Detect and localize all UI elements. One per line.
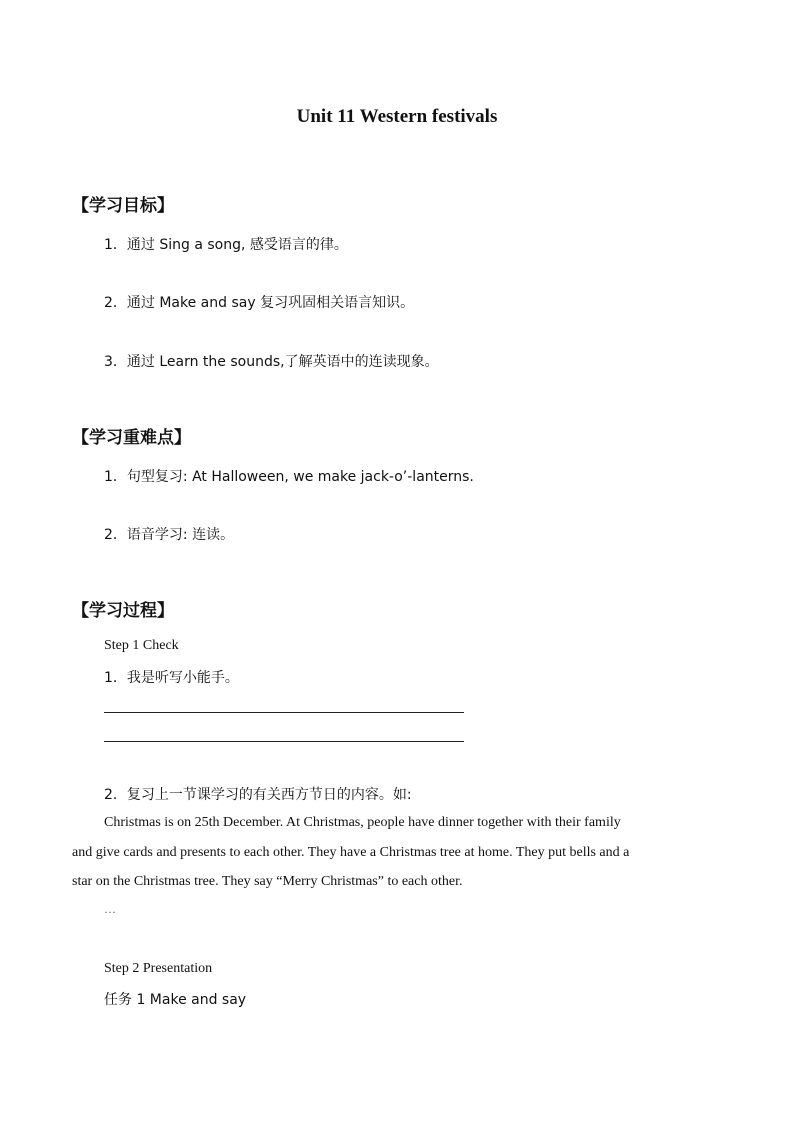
goal-item-3: 3．通过 Learn the sounds,了解英语中的连读现象。 <box>104 354 439 370</box>
step-1-label: Step 1 Check <box>104 638 179 653</box>
answer-line-2 <box>104 741 464 742</box>
section-heading-key-points: 【学习重难点】 <box>72 428 191 448</box>
paragraph-line-3: star on the Christmas tree. They say “Merry Christmas” to each other. <box>72 874 463 889</box>
key-point-item-1: 1．句型复习: At Halloween, we make jack-o’-lanterns. <box>104 469 474 485</box>
paragraph-line-2: and give cards and presents to each other. They have a Christmas tree at home. They put bells and a <box>72 845 630 860</box>
task-dictation: 1．我是听写小能手。 <box>104 670 239 686</box>
paragraph-line-1: Christmas is on 25th December. At Christmas, people have dinner together with their family <box>104 815 621 830</box>
answer-line-1 <box>104 712 464 713</box>
section-heading-process: 【学习过程】 <box>72 601 174 621</box>
task-make-and-say: 任务 1 Make and say <box>104 992 247 1008</box>
goal-item-2: 2．通过 Make and say 复习巩固相关语言知识。 <box>104 295 415 311</box>
task-review: 2．复习上一节课学习的有关西方节日的内容。如: <box>104 787 412 803</box>
goal-item-1: 1．通过 Sing a song, 感受语言的律。 <box>104 237 348 253</box>
key-point-item-2: 2．语音学习: 连读。 <box>104 527 235 543</box>
step-2-label: Step 2 Presentation <box>104 961 213 976</box>
page-title: Unit 11 Western festivals <box>296 106 498 127</box>
ellipsis: … <box>104 902 116 916</box>
section-heading-goals: 【学习目标】 <box>72 196 174 216</box>
